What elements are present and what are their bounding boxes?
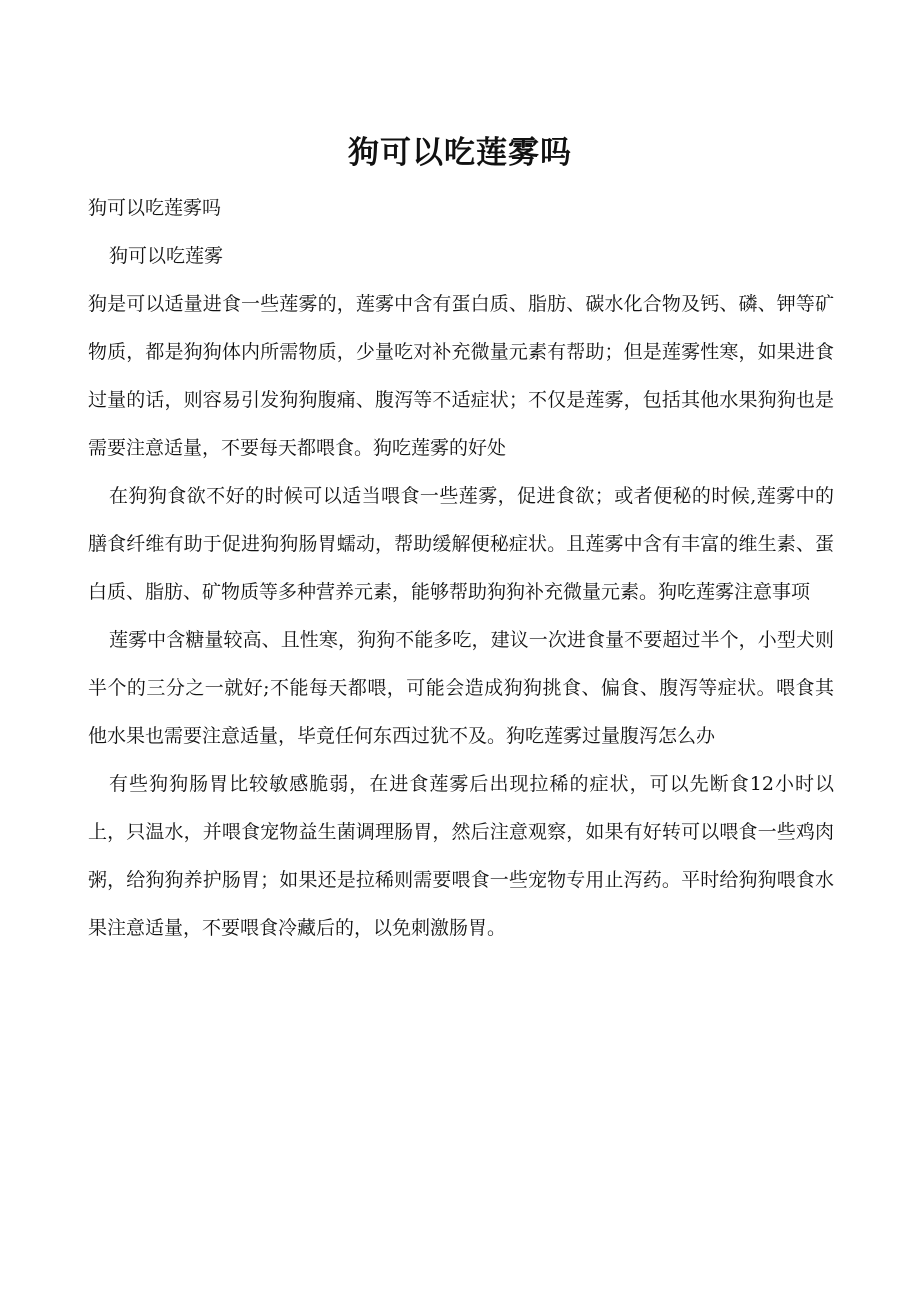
paragraph: 在狗狗食欲不好的时候可以适当喂食一些莲雾，促进食欲；或者便秘的时候,莲雾中的膳食纤维有助于促进狗狗肠胃蠕动，帮助缓解便秘症状。且莲雾中含有丰富的维生素、蛋白质、脂肪、矿物质等多种营养元素，能够帮助狗狗补充微量元素。狗吃莲雾注意事项 [88, 485, 834, 603]
document-body [88, 184, 834, 952]
paragraph: 莲雾中含糖量较高、且性寒，狗狗不能多吃，建议一次进食量不要超过半个，小型犬则半个的三分之一就好;不能每天都喂，可能会造成狗狗挑食、偏食、腹泻等症状。喂食其他水果也需要注意适量，毕竟任何东西过犹不及。狗吃莲雾过量腹泻怎么办 [88, 629, 834, 747]
paragraph: 狗是可以适量进食一些莲雾的，莲雾中含有蛋白质、脂肪、碳水化合物及钙、磷、钾等矿物质，都是狗狗体内所需物质，少量吃对补充微量元素有帮助；但是莲雾性寒，如果进食过量的话，则容易引发狗狗腹痛、腹泻等不适症状；不仅是莲雾，包括其他水果狗狗也是需要注意适量，不要每天都喂食。狗吃莲雾的好处 [88, 293, 834, 459]
paragraph: 有些狗狗肠胃比较敏感脆弱，在进食莲雾后出现拉稀的症状，可以先断食12小时以上，只温水，并喂食宠物益生菌调理肠胃，然后注意观察，如果有好转可以喂食一些鸡肉粥，给狗狗养护肠胃；如果还是拉稀则需要喂食一些宠物专用止泻药。平时给狗狗喂食水果注意适量，不要喂食冷藏后的，以免刺激肠胃。 [88, 773, 834, 939]
intro-heading: 狗可以吃莲雾吗 [88, 197, 222, 219]
subheading: 狗可以吃莲雾 [109, 245, 224, 267]
page-title: 狗可以吃莲雾吗 [348, 135, 572, 171]
